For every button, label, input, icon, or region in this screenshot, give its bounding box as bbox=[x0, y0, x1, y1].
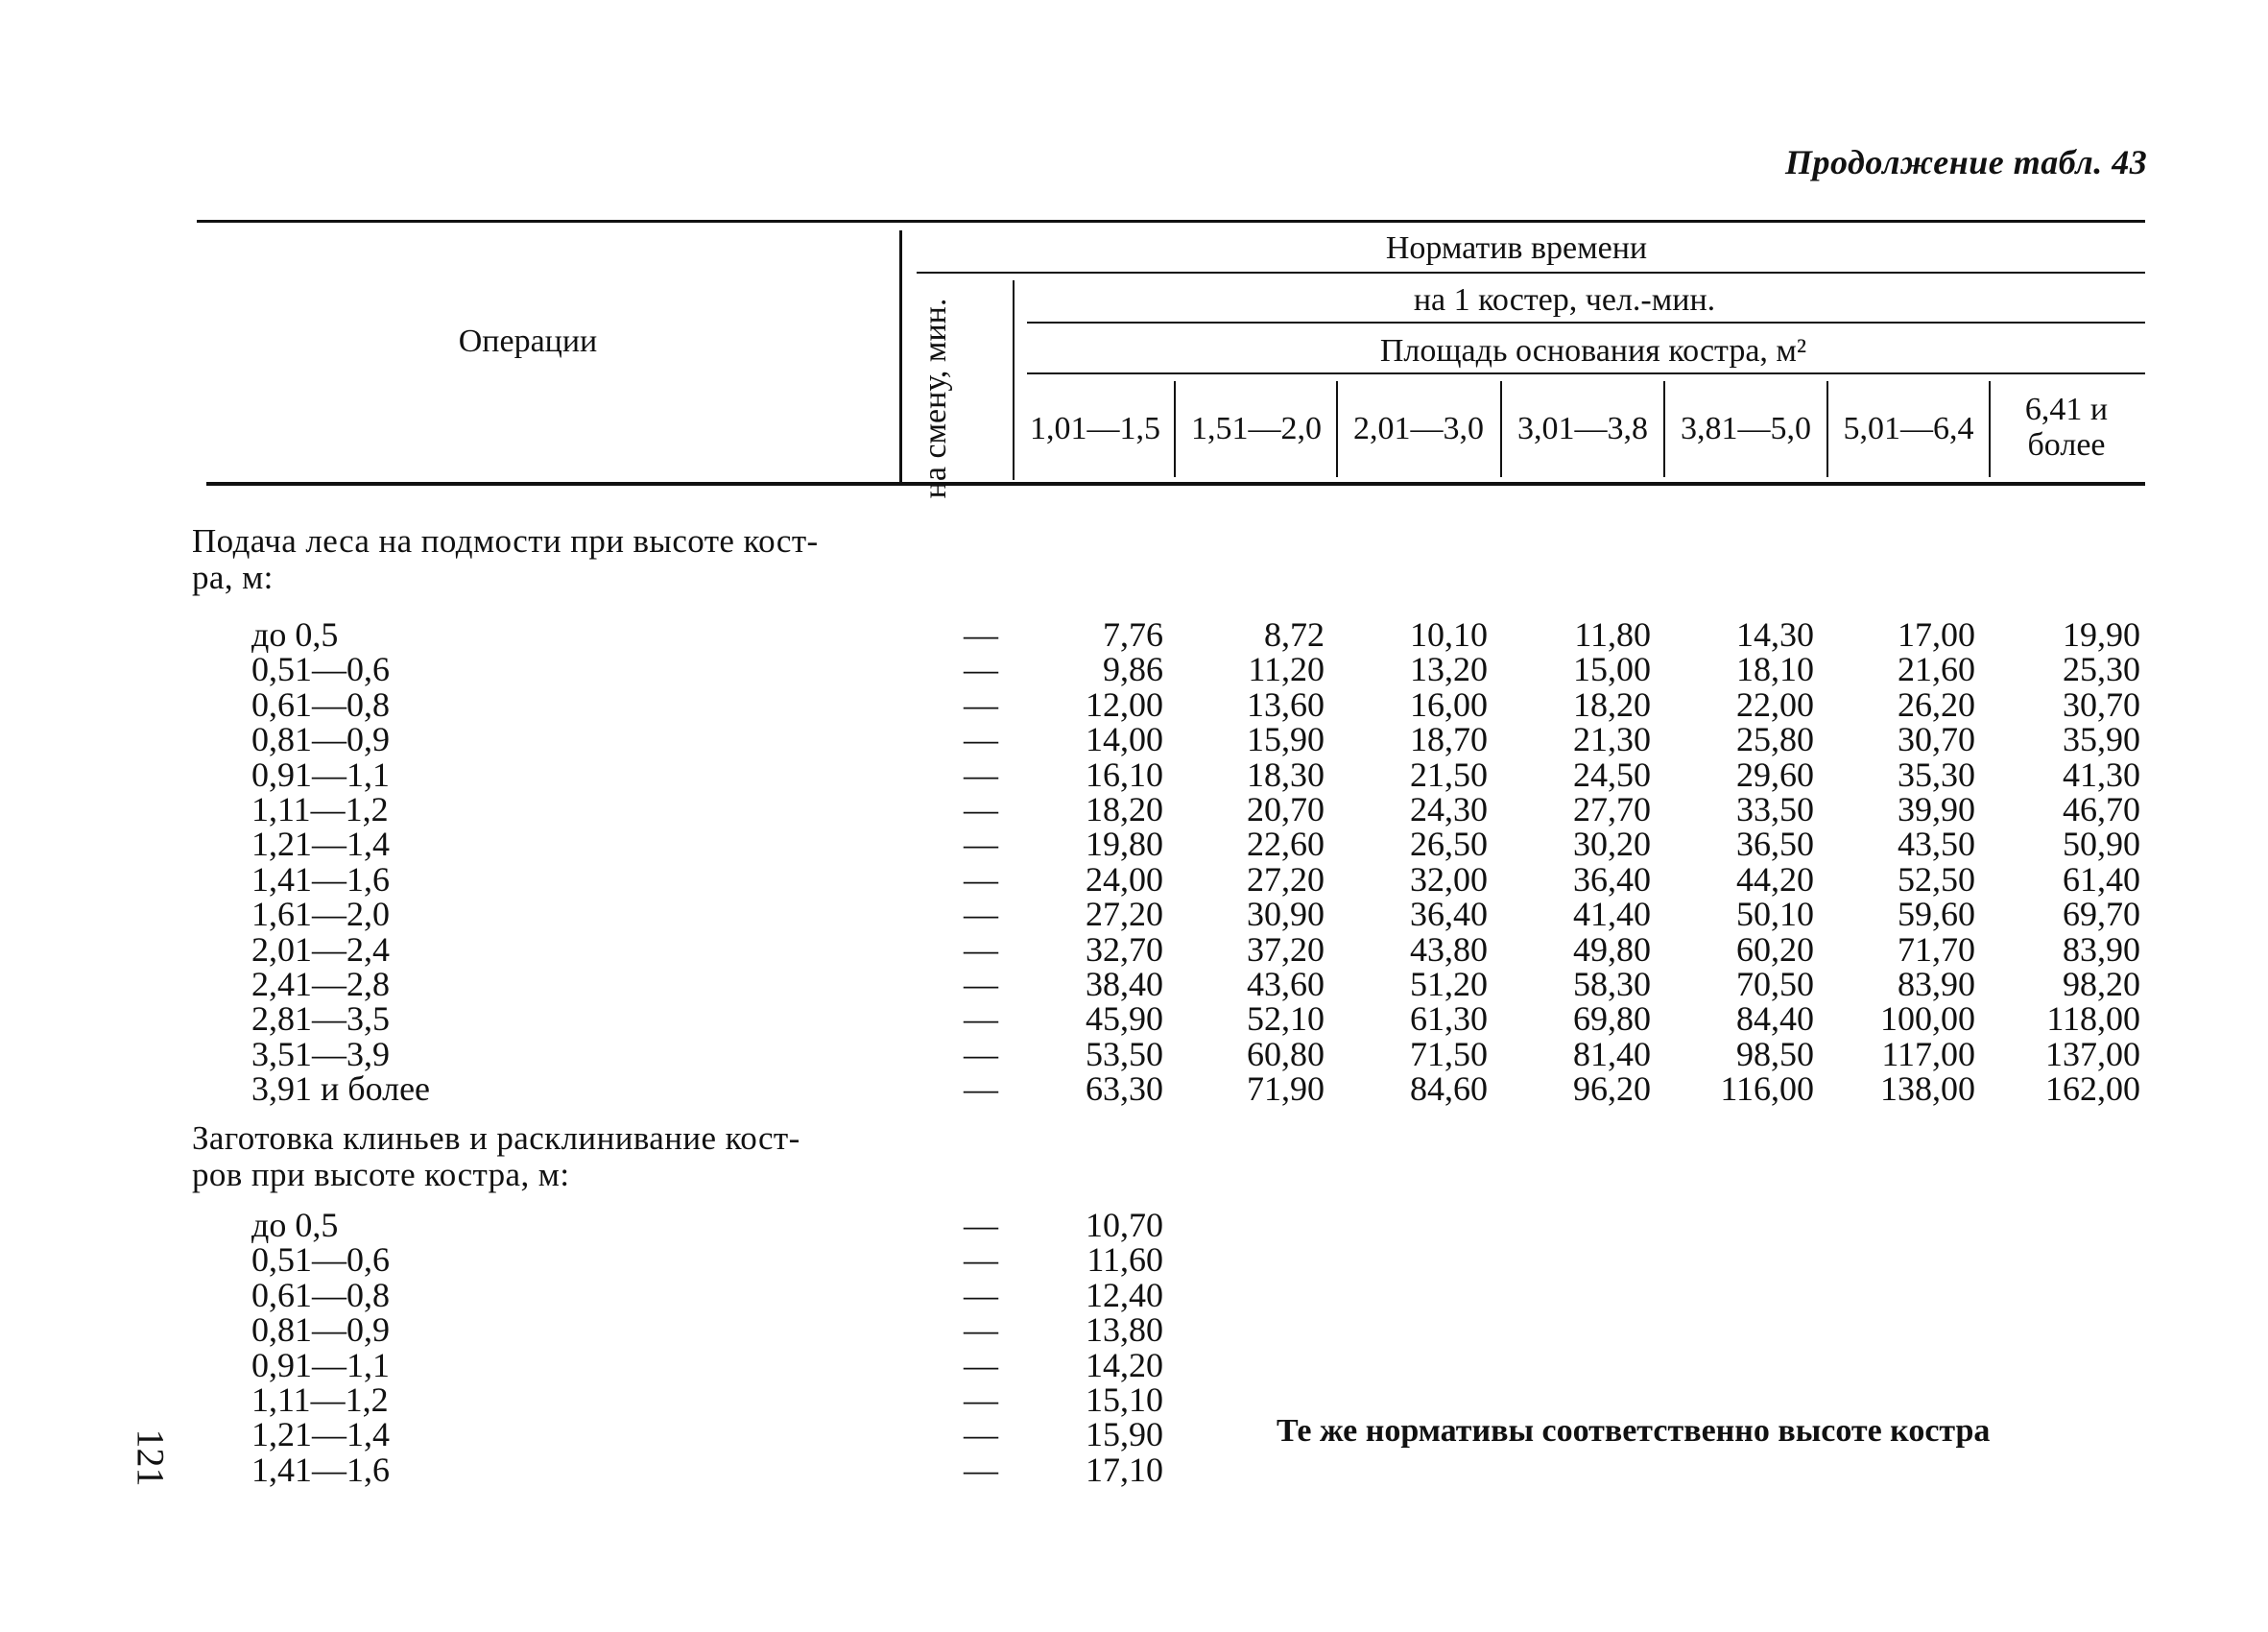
norm-value-cell: 84,40 bbox=[1736, 999, 1814, 1039]
norm-value-cell: 71,50 bbox=[1410, 1034, 1488, 1073]
page-number: 121 bbox=[129, 1428, 173, 1487]
table-row bbox=[0, 1452, 2268, 1487]
norm-value-cell: 43,80 bbox=[1410, 929, 1488, 969]
norm-value-cell: 13,20 bbox=[1410, 650, 1488, 689]
row-height-label: 0,81—0,9 bbox=[251, 1310, 390, 1350]
norm-value-cell: 18,70 bbox=[1410, 720, 1488, 759]
norm-value-cell: 21,30 bbox=[1573, 720, 1651, 759]
norm-value-cell: 30,20 bbox=[1573, 825, 1651, 864]
row-height-label: 0,61—0,8 bbox=[251, 1275, 390, 1314]
table-row bbox=[0, 1069, 2268, 1109]
norm-value-cell: 14,20 bbox=[1086, 1345, 1163, 1384]
table-row bbox=[0, 792, 2268, 827]
per-shift-cell: — bbox=[964, 1345, 998, 1384]
per-shift-cell: — bbox=[964, 1034, 998, 1073]
norm-value-cell: 19,80 bbox=[1086, 825, 1163, 864]
norm-value-cell: 37,20 bbox=[1247, 929, 1325, 969]
norm-value-cell: 15,00 bbox=[1573, 650, 1651, 689]
norm-value-cell: 45,90 bbox=[1086, 999, 1163, 1039]
norm-value-cell: 18,20 bbox=[1086, 790, 1163, 828]
norm-value-cell: 9,86 bbox=[1103, 650, 1163, 689]
table-row bbox=[0, 825, 2268, 864]
table-row bbox=[0, 720, 2268, 759]
norm-value-cell: 16,10 bbox=[1086, 755, 1163, 794]
norm-value-cell: 69,70 bbox=[2063, 895, 2140, 934]
norm-value-cell: 11,20 bbox=[1248, 650, 1325, 689]
area-col-divider bbox=[1500, 381, 1502, 477]
per-shift-cell: — bbox=[964, 790, 998, 828]
norm-value-cell: 10,10 bbox=[1410, 615, 1488, 654]
section1-title-line2: ра, м: bbox=[192, 559, 274, 596]
norm-value-cell: 18,30 bbox=[1247, 755, 1325, 794]
base-area-rule bbox=[1027, 372, 2145, 374]
norm-value-cell: 27,70 bbox=[1573, 790, 1651, 828]
norm-value-cell: 15,90 bbox=[1086, 1415, 1163, 1454]
norm-value-cell: 22,60 bbox=[1247, 825, 1325, 864]
area-col-divider bbox=[1336, 381, 1338, 477]
table-caption: Продолжение табл. 43 bbox=[1785, 143, 2148, 181]
norm-value-cell: 83,90 bbox=[1898, 965, 1975, 1003]
per-shift-cell: — bbox=[964, 1069, 998, 1109]
header-operations: Операции bbox=[458, 324, 598, 359]
table-row bbox=[0, 1382, 2268, 1417]
row-height-label: 2,01—2,4 bbox=[251, 929, 390, 969]
per-shift-cell: — bbox=[964, 859, 998, 899]
norm-time-rule bbox=[917, 272, 2145, 274]
header-norm-time: Норматив времени bbox=[1385, 230, 1648, 266]
norm-value-cell: 30,70 bbox=[1898, 720, 1975, 759]
norm-value-cell: 50,10 bbox=[1736, 895, 1814, 934]
table-row bbox=[0, 929, 2268, 969]
norm-value-cell: 116,00 bbox=[1720, 1069, 1814, 1109]
norm-value-cell: 17,10 bbox=[1086, 1450, 1163, 1489]
per-shift-cell: — bbox=[964, 1310, 998, 1350]
row-height-label: 1,61—2,0 bbox=[251, 895, 390, 934]
row-height-label: 0,91—1,1 bbox=[251, 1345, 390, 1384]
norm-value-cell: 14,30 bbox=[1736, 615, 1814, 654]
table-row bbox=[0, 1275, 2268, 1314]
norm-value-cell: 43,60 bbox=[1247, 965, 1325, 1003]
norm-value-cell: 25,80 bbox=[1736, 720, 1814, 759]
per-shift-cell: — bbox=[964, 1206, 998, 1244]
norm-value-cell: 30,70 bbox=[2063, 684, 2140, 724]
norm-value-cell: 61,30 bbox=[1410, 999, 1488, 1039]
per-shift-cell: — bbox=[964, 1380, 998, 1419]
norm-value-cell: 36,40 bbox=[1410, 895, 1488, 934]
row-height-label: 0,91—1,1 bbox=[251, 755, 390, 794]
table-row bbox=[0, 1345, 2268, 1384]
norm-value-cell: 60,20 bbox=[1736, 929, 1814, 969]
per-shift-cell: — bbox=[964, 999, 998, 1039]
table-row bbox=[0, 1034, 2268, 1073]
norm-value-cell: 24,00 bbox=[1086, 859, 1163, 899]
norm-value-cell: 13,60 bbox=[1247, 684, 1325, 724]
norm-value-cell: 8,72 bbox=[1264, 615, 1325, 654]
norm-value-cell: 50,90 bbox=[2063, 825, 2140, 864]
per-shift-cell: — bbox=[964, 965, 998, 1003]
area-col-divider bbox=[1663, 381, 1665, 477]
norm-value-cell: 49,80 bbox=[1573, 929, 1651, 969]
norm-value-cell: 162,00 bbox=[2045, 1069, 2140, 1109]
per-shift-cell: — bbox=[964, 1240, 998, 1280]
row-height-label: 2,41—2,8 bbox=[251, 965, 390, 1003]
norm-value-cell: 26,50 bbox=[1410, 825, 1488, 864]
norm-value-cell: 33,50 bbox=[1736, 790, 1814, 828]
norm-value-cell: 61,40 bbox=[2063, 859, 2140, 899]
norm-value-cell: 51,20 bbox=[1410, 965, 1488, 1003]
norm-value-cell: 7,76 bbox=[1103, 615, 1163, 654]
per-shift-cell: — bbox=[964, 720, 998, 759]
norm-value-cell: 11,60 bbox=[1086, 1240, 1163, 1280]
table-row bbox=[0, 617, 2268, 652]
norm-value-cell: 71,90 bbox=[1247, 1069, 1325, 1109]
norm-value-cell: 32,00 bbox=[1410, 859, 1488, 899]
row-height-label: 1,41—1,6 bbox=[251, 1450, 390, 1489]
row-height-label: 0,61—0,8 bbox=[251, 684, 390, 724]
norm-value-cell: 59,60 bbox=[1898, 895, 1975, 934]
area-col-header: 2,01—3,0 bbox=[1353, 411, 1484, 446]
norm-value-cell: 32,70 bbox=[1086, 929, 1163, 969]
table-row bbox=[0, 895, 2268, 934]
norm-value-cell: 138,00 bbox=[1880, 1069, 1975, 1109]
norm-value-cell: 39,90 bbox=[1898, 790, 1975, 828]
table-row bbox=[0, 1240, 2268, 1280]
row-height-label: 0,51—0,6 bbox=[251, 650, 390, 689]
norm-value-cell: 38,40 bbox=[1086, 965, 1163, 1003]
area-col-header: 1,51—2,0 bbox=[1191, 411, 1322, 446]
area-col-header-last bbox=[1994, 392, 2138, 463]
per-shift-cell: — bbox=[964, 895, 998, 934]
row-height-label: 1,11—1,2 bbox=[251, 790, 389, 828]
norm-value-cell: 27,20 bbox=[1086, 895, 1163, 934]
norm-value-cell: 53,50 bbox=[1086, 1034, 1163, 1073]
row-height-label: 1,21—1,4 bbox=[251, 825, 390, 864]
table-row bbox=[0, 967, 2268, 1001]
section1-title bbox=[192, 523, 819, 596]
norm-value-cell: 70,50 bbox=[1736, 965, 1814, 1003]
per-shift-cell: — bbox=[964, 929, 998, 969]
per-shift-cell: — bbox=[964, 1415, 998, 1454]
table-row bbox=[0, 1310, 2268, 1350]
norm-value-cell: 118,00 bbox=[2046, 999, 2140, 1039]
norm-value-cell: 25,30 bbox=[2063, 650, 2140, 689]
row-height-label: 1,21—1,4 bbox=[251, 1415, 390, 1454]
area-col-divider bbox=[1174, 381, 1176, 477]
per-shift-cell: — bbox=[964, 755, 998, 794]
norm-value-cell: 98,50 bbox=[1736, 1034, 1814, 1073]
norm-value-cell: 15,10 bbox=[1086, 1380, 1163, 1419]
area-col-header: 1,01—1,5 bbox=[1030, 411, 1160, 446]
norm-value-cell: 26,20 bbox=[1898, 684, 1975, 724]
norm-value-cell: 36,40 bbox=[1573, 859, 1651, 899]
area-col-header-last-line1: 6,41 и bbox=[2024, 392, 2109, 427]
row-height-label: 3,51—3,9 bbox=[251, 1034, 390, 1073]
norm-value-cell: 18,20 bbox=[1573, 684, 1651, 724]
section2-title-line2: ров при высоте костра, м: bbox=[192, 1156, 570, 1193]
norm-value-cell: 35,90 bbox=[2063, 720, 2140, 759]
per-shift-cell: — bbox=[964, 650, 998, 689]
norm-value-cell: 83,90 bbox=[2063, 929, 2140, 969]
row-height-label: до 0,5 bbox=[251, 615, 339, 654]
norm-value-cell: 11,80 bbox=[1574, 615, 1651, 654]
header-operations-divider bbox=[899, 230, 902, 482]
row-height-label: 2,81—3,5 bbox=[251, 999, 390, 1039]
norm-value-cell: 10,70 bbox=[1086, 1206, 1163, 1244]
norm-value-cell: 17,00 bbox=[1898, 615, 1975, 654]
norm-value-cell: 21,50 bbox=[1410, 755, 1488, 794]
area-col-divider bbox=[1989, 381, 1991, 477]
norm-value-cell: 96,20 bbox=[1573, 1069, 1651, 1109]
norm-value-cell: 22,00 bbox=[1736, 684, 1814, 724]
norm-value-cell: 20,70 bbox=[1247, 790, 1325, 828]
table-row bbox=[0, 859, 2268, 899]
per-shift-cell: — bbox=[964, 615, 998, 654]
norm-value-cell: 15,90 bbox=[1247, 720, 1325, 759]
header-bottom-rule bbox=[206, 482, 2145, 486]
table-row bbox=[0, 757, 2268, 792]
area-col-divider bbox=[1826, 381, 1828, 477]
table-row bbox=[0, 684, 2268, 724]
header-base-area: Площадь основания костра, м² bbox=[1379, 333, 1807, 369]
per-shift-cell: — bbox=[964, 1450, 998, 1489]
norm-value-cell: 24,50 bbox=[1573, 755, 1651, 794]
norm-value-cell: 21,60 bbox=[1898, 650, 1975, 689]
norm-value-cell: 117,00 bbox=[1881, 1034, 1975, 1073]
norm-value-cell: 44,20 bbox=[1736, 859, 1814, 899]
norm-value-cell: 58,30 bbox=[1573, 965, 1651, 1003]
table-row bbox=[0, 1208, 2268, 1242]
norm-value-cell: 30,90 bbox=[1247, 895, 1325, 934]
norm-value-cell: 46,70 bbox=[2063, 790, 2140, 828]
norm-value-cell: 100,00 bbox=[1880, 999, 1975, 1039]
norm-value-cell: 81,40 bbox=[1573, 1034, 1651, 1073]
norm-value-cell: 63,30 bbox=[1086, 1069, 1163, 1109]
section1-title-line1: Подача леса на подмости при высоте кост- bbox=[192, 522, 819, 560]
area-col-header-last-line2: более bbox=[2027, 427, 2106, 463]
section2-title bbox=[192, 1120, 800, 1193]
section2-title-line1: Заготовка клиньев и расклинивание кост- bbox=[192, 1119, 800, 1157]
norm-value-cell: 35,30 bbox=[1898, 755, 1975, 794]
norm-value-cell: 69,80 bbox=[1573, 999, 1651, 1039]
row-height-label: 1,41—1,6 bbox=[251, 859, 390, 899]
table-row bbox=[0, 650, 2268, 689]
norm-value-cell: 52,50 bbox=[1898, 859, 1975, 899]
norm-value-cell: 43,50 bbox=[1898, 825, 1975, 864]
norm-value-cell: 137,00 bbox=[2045, 1034, 2140, 1073]
per-shift-cell: — bbox=[964, 825, 998, 864]
norm-value-cell: 13,80 bbox=[1086, 1310, 1163, 1350]
per-shift-cell: — bbox=[964, 1275, 998, 1314]
header-top-rule bbox=[197, 220, 2145, 223]
norm-value-cell: 41,40 bbox=[1573, 895, 1651, 934]
area-col-header: 5,01—6,4 bbox=[1843, 411, 1974, 446]
norm-value-cell: 41,30 bbox=[2063, 755, 2140, 794]
row-height-label: 3,91 и более bbox=[251, 1069, 431, 1109]
norm-value-cell: 19,90 bbox=[2063, 615, 2140, 654]
norm-value-cell: 27,20 bbox=[1247, 859, 1325, 899]
norm-value-cell: 24,30 bbox=[1410, 790, 1488, 828]
norm-value-cell: 60,80 bbox=[1247, 1034, 1325, 1073]
area-col-header: 3,81—5,0 bbox=[1681, 411, 1811, 446]
per-shift-cell: — bbox=[964, 684, 998, 724]
row-height-label: 0,81—0,9 bbox=[251, 720, 390, 759]
norm-value-cell: 71,70 bbox=[1898, 929, 1975, 969]
header-per-shift: на смену, мин. bbox=[918, 298, 953, 499]
area-col-header: 3,01—3,8 bbox=[1517, 411, 1648, 446]
row-height-label: 0,51—0,6 bbox=[251, 1240, 390, 1280]
per-koster-rule bbox=[1027, 322, 2145, 324]
shift-column-divider bbox=[1013, 280, 1015, 480]
norm-value-cell: 29,60 bbox=[1736, 755, 1814, 794]
section2-note: Те же нормативы соответственно высоте костра bbox=[1277, 1413, 1991, 1449]
norm-value-cell: 36,50 bbox=[1736, 825, 1814, 864]
norm-value-cell: 14,00 bbox=[1086, 720, 1163, 759]
header-per-koster: на 1 костер, чел.-мин. bbox=[1413, 282, 1716, 318]
norm-value-cell: 52,10 bbox=[1247, 999, 1325, 1039]
row-height-label: 1,11—1,2 bbox=[251, 1380, 389, 1419]
norm-value-cell: 16,00 bbox=[1410, 684, 1488, 724]
table-row bbox=[0, 999, 2268, 1039]
norm-value-cell: 98,20 bbox=[2063, 965, 2140, 1003]
norm-value-cell: 12,00 bbox=[1086, 684, 1163, 724]
row-height-label: до 0,5 bbox=[251, 1206, 339, 1244]
norm-value-cell: 12,40 bbox=[1086, 1275, 1163, 1314]
norm-value-cell: 18,10 bbox=[1736, 650, 1814, 689]
norm-value-cell: 84,60 bbox=[1410, 1069, 1488, 1109]
